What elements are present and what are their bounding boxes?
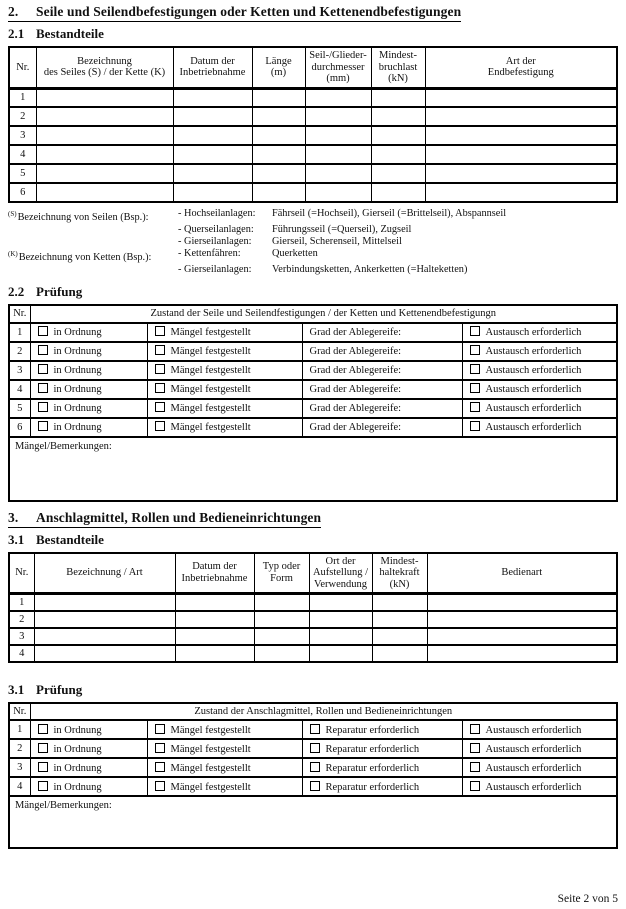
option-in-ordnung <box>30 739 147 758</box>
option-label: Reparatur erforderlich <box>325 781 420 793</box>
input-cell[interactable] <box>305 88 371 107</box>
input-cell[interactable] <box>372 628 427 645</box>
col-header-bruchlast: Mindest- bruchlast (kN) <box>371 47 425 88</box>
row-number: 2 <box>9 342 30 361</box>
remarks-row <box>9 437 617 501</box>
option-label: Mängel festgestellt <box>170 403 251 414</box>
remarks-input-area[interactable] <box>9 437 617 501</box>
option-label: Mängel festgestellt <box>170 384 251 395</box>
option-label: Mängel festgestellt <box>170 365 251 376</box>
input-cell[interactable] <box>254 594 309 611</box>
input-cell[interactable] <box>305 145 371 164</box>
option-label: Mängel festgestellt <box>170 743 251 755</box>
option-in-ordnung <box>30 342 147 361</box>
checkbox-in-ordnung[interactable] <box>38 402 48 412</box>
row-number: 4 <box>9 380 30 399</box>
row-number: 2 <box>9 107 36 126</box>
input-cell[interactable] <box>36 164 173 183</box>
option-maengel <box>147 342 302 361</box>
col-header-bedienart: Bedienart <box>427 553 617 594</box>
section-3-1-pruefung-title: Prüfung <box>36 681 83 697</box>
legend-value: Querketten <box>272 248 318 259</box>
input-cell[interactable] <box>371 107 425 126</box>
option-label: Mängel festgestellt <box>170 762 251 774</box>
checkbox-in-ordnung[interactable] <box>38 421 48 431</box>
legend-key: - Kettenfähren: <box>178 248 241 259</box>
table-row <box>9 720 617 739</box>
option-in-ordnung <box>30 323 147 342</box>
row-number: 5 <box>9 399 30 418</box>
section-3-1-pruefung-number: 3.1 <box>8 681 25 697</box>
ablegereife-input-cell[interactable] <box>302 418 462 437</box>
option-maengel <box>147 720 302 739</box>
ablegereife-input-cell[interactable] <box>302 323 462 342</box>
row-number: 5 <box>9 164 36 183</box>
checkbox-in-ordnung[interactable] <box>38 326 48 336</box>
option-in-ordnung <box>30 720 147 739</box>
input-cell[interactable] <box>173 145 252 164</box>
option-reparatur <box>302 777 462 796</box>
input-cell[interactable] <box>173 107 252 126</box>
table-row <box>9 777 617 796</box>
input-cell[interactable] <box>175 594 254 611</box>
option-austausch <box>462 361 617 380</box>
bestandteile-seile-table <box>8 46 618 203</box>
option-label: Austausch erforderlich <box>485 346 582 357</box>
checkbox-in-ordnung[interactable] <box>38 345 48 355</box>
bestandteile-anschlagmittel-table <box>8 552 618 663</box>
input-cell[interactable] <box>371 164 425 183</box>
legend-value: Verbindungsketten, Ankerketten (=Halteketten) <box>272 264 468 275</box>
checkbox-in-ordnung[interactable] <box>38 383 48 393</box>
row-number: 1 <box>9 594 34 611</box>
option-austausch <box>462 758 617 777</box>
table-row <box>9 628 617 645</box>
table-row <box>9 342 617 361</box>
option-label: Austausch erforderlich <box>485 403 582 414</box>
option-label: Mängel festgestellt <box>170 327 251 338</box>
pruefung-seile-table <box>8 304 618 502</box>
section-2-2-number: 2.2 <box>8 284 25 299</box>
input-cell[interactable] <box>425 107 617 126</box>
checkbox-reparatur[interactable] <box>310 781 320 791</box>
checkbox-austausch[interactable] <box>470 383 480 393</box>
ablegereife-input-cell[interactable] <box>302 342 462 361</box>
table-row <box>9 418 617 437</box>
option-austausch <box>462 739 617 758</box>
input-cell[interactable] <box>254 628 309 645</box>
option-in-ordnung <box>30 380 147 399</box>
table-row <box>9 107 617 126</box>
option-austausch <box>462 380 617 399</box>
col-header-bezeichnung-art: Bezeichnung / Art <box>34 553 175 594</box>
input-cell[interactable] <box>305 164 371 183</box>
input-cell[interactable] <box>254 611 309 628</box>
input-cell[interactable] <box>252 145 305 164</box>
section-2-title: Seile und Seilendbefestigungen oder Ketten und Kettenendbefestigungen <box>36 4 462 19</box>
input-cell[interactable] <box>252 107 305 126</box>
row-number: 3 <box>9 628 34 645</box>
input-cell[interactable] <box>252 126 305 145</box>
option-label: in Ordnung <box>53 403 102 414</box>
pruefung-anschlagmittel-table <box>8 702 618 850</box>
ablegereife-label: Grad der Ablegereife: <box>309 402 402 414</box>
option-in-ordnung <box>30 777 147 796</box>
checkbox-reparatur[interactable] <box>310 724 320 734</box>
section-2-number: 2. <box>8 4 19 19</box>
table-row <box>9 399 617 418</box>
input-cell[interactable] <box>425 88 617 107</box>
option-label: Mängel festgestellt <box>170 781 251 793</box>
ablegereife-label: Grad der Ablegereife: <box>309 326 402 338</box>
option-label: in Ordnung <box>53 422 102 433</box>
checkbox-reparatur[interactable] <box>310 743 320 753</box>
option-maengel <box>147 758 302 777</box>
option-reparatur <box>302 758 462 777</box>
option-label: Austausch erforderlich <box>485 365 582 376</box>
checkbox-austausch[interactable] <box>470 364 480 374</box>
input-cell[interactable] <box>252 183 305 202</box>
col-header-zustand: Zustand der Seile und Seilendfestigungen / der Ketten und Kettenendbefestigungn <box>30 305 617 323</box>
remarks-input-area[interactable] <box>9 796 617 848</box>
col-header-endbefestigung: Art der Endbefestigung <box>425 47 617 88</box>
col-header-laenge: Länge (m) <box>252 47 305 88</box>
input-cell[interactable] <box>425 126 617 145</box>
input-cell[interactable] <box>175 611 254 628</box>
col-header-typ-form: Typ oder Form <box>254 553 309 594</box>
option-label: in Ordnung <box>53 365 102 376</box>
table-row <box>9 758 617 777</box>
ablegereife-input-cell[interactable] <box>302 380 462 399</box>
checkbox-maengel[interactable] <box>155 421 165 431</box>
input-cell[interactable] <box>427 645 617 662</box>
checkbox-maengel[interactable] <box>155 781 165 791</box>
checkbox-austausch[interactable] <box>470 743 480 753</box>
legend-key: - Gierseilanlagen: <box>178 264 252 275</box>
input-cell[interactable] <box>36 183 173 202</box>
input-cell[interactable] <box>305 183 371 202</box>
table-row <box>9 361 617 380</box>
option-maengel <box>147 399 302 418</box>
checkbox-maengel[interactable] <box>155 364 165 374</box>
input-cell[interactable] <box>371 145 425 164</box>
checkbox-maengel[interactable] <box>155 724 165 734</box>
option-label: Austausch erforderlich <box>485 743 582 755</box>
input-cell[interactable] <box>371 183 425 202</box>
option-austausch <box>462 323 617 342</box>
row-number: 2 <box>9 611 34 628</box>
option-label: Mängel festgestellt <box>170 422 251 433</box>
col-header-ort: Ort der Aufstellung / Verwendung <box>309 553 372 594</box>
table-row <box>9 183 617 202</box>
col-header-datum: Datum der Inbetriebnahme <box>173 47 252 88</box>
section-3-number: 3. <box>8 509 19 525</box>
option-label: Reparatur erforderlich <box>325 762 420 774</box>
row-number: 4 <box>9 145 36 164</box>
row-number: 1 <box>9 323 30 342</box>
input-cell[interactable] <box>252 164 305 183</box>
option-label: Austausch erforderlich <box>485 384 582 395</box>
input-cell[interactable] <box>34 628 175 645</box>
table-row <box>9 645 617 662</box>
row-number: 6 <box>9 418 30 437</box>
option-label: in Ordnung <box>53 781 102 793</box>
section-3-1-heading <box>8 532 618 548</box>
row-number: 4 <box>9 777 30 796</box>
row-number: 2 <box>9 739 30 758</box>
checkbox-in-ordnung[interactable] <box>38 364 48 374</box>
option-in-ordnung <box>30 418 147 437</box>
ablegereife-input-cell[interactable] <box>302 399 462 418</box>
checkbox-maengel[interactable] <box>155 345 165 355</box>
input-cell[interactable] <box>309 594 372 611</box>
checkbox-austausch[interactable] <box>470 762 480 772</box>
input-cell[interactable] <box>309 611 372 628</box>
option-label: Reparatur erforderlich <box>325 724 420 736</box>
input-cell[interactable] <box>372 594 427 611</box>
row-number: 4 <box>9 645 34 662</box>
section-2-1-heading <box>8 26 618 42</box>
checkbox-austausch[interactable] <box>470 421 480 431</box>
input-cell[interactable] <box>252 88 305 107</box>
row-number: 1 <box>9 88 36 107</box>
input-cell[interactable] <box>175 628 254 645</box>
section-2-1-title: Bestandteile <box>36 26 104 41</box>
checkbox-austausch[interactable] <box>470 781 480 791</box>
section-3-heading <box>8 510 321 528</box>
col-header-nr: Nr. <box>9 47 36 88</box>
option-label: Austausch erforderlich <box>485 781 582 793</box>
input-cell[interactable] <box>36 88 173 107</box>
input-cell[interactable] <box>425 183 617 202</box>
col-header-nr: Nr. <box>9 305 30 323</box>
col-header-nr: Nr. <box>9 703 30 721</box>
section-2-heading <box>8 4 461 22</box>
option-in-ordnung <box>30 399 147 418</box>
option-label: in Ordnung <box>53 762 102 774</box>
section-3-title: Anschlagmittel, Rollen und Bedieneinrichtungen <box>36 509 322 525</box>
option-label: in Ordnung <box>53 743 102 755</box>
table-row <box>9 594 617 611</box>
legend-seile-label: $^{(S)}$Bezeichnung von Seilen (Bsp.): <box>8 210 149 223</box>
option-label: in Ordnung <box>53 346 102 357</box>
input-cell[interactable] <box>427 611 617 628</box>
input-cell[interactable] <box>254 645 309 662</box>
input-cell[interactable] <box>425 145 617 164</box>
section-2-1-number: 2.1 <box>8 26 25 41</box>
col-header-bezeichnung: Bezeichnung des Seiles (S) / der Kette (K) <box>36 47 173 88</box>
table-row <box>9 145 617 164</box>
input-cell[interactable] <box>425 164 617 183</box>
option-austausch <box>462 399 617 418</box>
input-cell[interactable] <box>36 126 173 145</box>
input-cell[interactable] <box>305 126 371 145</box>
option-maengel <box>147 739 302 758</box>
page-number: Seite 2 von 5 <box>557 893 618 905</box>
table-row <box>9 611 617 628</box>
option-label: Austausch erforderlich <box>485 724 582 736</box>
legend <box>8 208 618 276</box>
checkbox-reparatur[interactable] <box>310 762 320 772</box>
col-header-nr: Nr. <box>9 553 34 594</box>
input-cell[interactable] <box>372 645 427 662</box>
input-cell[interactable] <box>173 126 252 145</box>
input-cell[interactable] <box>309 628 372 645</box>
col-header-zustand: Zustand der Anschlagmittel, Rollen und Bedieneinrichtungen <box>30 703 617 721</box>
option-label: Austausch erforderlich <box>485 327 582 338</box>
section-3-1-number: 3.1 <box>8 531 25 547</box>
option-maengel <box>147 323 302 342</box>
table-row <box>9 126 617 145</box>
input-cell[interactable] <box>372 611 427 628</box>
option-in-ordnung <box>30 361 147 380</box>
input-cell[interactable] <box>173 164 252 183</box>
remarks-label: Mängel/Bemerkungen: <box>15 440 112 452</box>
row-number: 3 <box>9 758 30 777</box>
col-header-datum: Datum der Inbetriebnahme <box>175 553 254 594</box>
remarks-row <box>9 796 617 848</box>
ablegereife-label: Grad der Ablegereife: <box>309 345 402 357</box>
option-label: in Ordnung <box>53 724 102 736</box>
input-cell[interactable] <box>34 611 175 628</box>
option-austausch <box>462 720 617 739</box>
checkbox-austausch[interactable] <box>470 402 480 412</box>
remarks-label: Mängel/Bemerkungen: <box>15 800 112 811</box>
table-row <box>9 88 617 107</box>
option-austausch <box>462 777 617 796</box>
legend-value: Gierseil, Scherenseil, Mittelseil <box>272 236 402 247</box>
section-2-2-title: Prüfung <box>36 284 83 299</box>
col-header-durchmesser: Seil-/Glieder- durchmesser (mm) <box>305 47 371 88</box>
input-cell[interactable] <box>371 126 425 145</box>
option-reparatur <box>302 739 462 758</box>
table-row <box>9 739 617 758</box>
input-cell[interactable] <box>427 594 617 611</box>
input-cell[interactable] <box>34 594 175 611</box>
option-label: Reparatur erforderlich <box>325 743 420 755</box>
checkbox-austausch[interactable] <box>470 326 480 336</box>
legend-value: Führungsseil (=Querseil), Zugseil <box>272 224 412 235</box>
legend-key: - Gierseilanlagen: <box>178 236 252 247</box>
option-label: Mängel festgestellt <box>170 724 251 736</box>
checkbox-maengel[interactable] <box>155 326 165 336</box>
row-number: 1 <box>9 720 30 739</box>
row-number: 6 <box>9 183 36 202</box>
checkbox-in-ordnung[interactable] <box>38 724 48 734</box>
checkbox-maengel[interactable] <box>155 743 165 753</box>
option-austausch <box>462 418 617 437</box>
checkbox-in-ordnung[interactable] <box>38 781 48 791</box>
checkbox-austausch[interactable] <box>470 345 480 355</box>
option-in-ordnung <box>30 758 147 777</box>
section-3-1-pruefung-heading <box>8 682 618 698</box>
checkbox-austausch[interactable] <box>470 724 480 734</box>
ablegereife-input-cell[interactable] <box>302 361 462 380</box>
option-austausch <box>462 342 617 361</box>
legend-ketten-label: $^{(K)}$Bezeichnung von Ketten (Bsp.): <box>8 250 152 263</box>
option-label: in Ordnung <box>53 327 102 338</box>
input-cell[interactable] <box>173 183 252 202</box>
input-cell[interactable] <box>305 107 371 126</box>
legend-key: - Querseilanlagen: <box>178 224 254 235</box>
section-3-1-title: Bestandteile <box>36 531 104 547</box>
col-header-haltekraft: Mindest- haltekraft (kN) <box>372 553 427 594</box>
table-row <box>9 323 617 342</box>
option-maengel <box>147 361 302 380</box>
input-cell[interactable] <box>173 88 252 107</box>
legend-value: Fährseil (=Hochseil), Gierseil (=Brittelseil), Abspannseil <box>272 208 507 219</box>
table-row <box>9 164 617 183</box>
input-cell[interactable] <box>36 107 173 126</box>
section-2-2-heading <box>8 284 618 300</box>
option-maengel <box>147 418 302 437</box>
checkbox-in-ordnung[interactable] <box>38 743 48 753</box>
checkbox-maengel[interactable] <box>155 383 165 393</box>
row-number: 3 <box>9 361 30 380</box>
input-cell[interactable] <box>371 88 425 107</box>
ablegereife-label: Grad der Ablegereife: <box>309 383 402 395</box>
option-maengel <box>147 777 302 796</box>
option-label: Austausch erforderlich <box>485 762 582 774</box>
input-cell[interactable] <box>175 645 254 662</box>
input-cell[interactable] <box>34 645 175 662</box>
input-cell[interactable] <box>309 645 372 662</box>
checkbox-maengel[interactable] <box>155 402 165 412</box>
option-maengel <box>147 380 302 399</box>
input-cell[interactable] <box>36 145 173 164</box>
checkbox-maengel[interactable] <box>155 762 165 772</box>
checkbox-in-ordnung[interactable] <box>38 762 48 772</box>
table-row <box>9 380 617 399</box>
input-cell[interactable] <box>427 628 617 645</box>
option-label: Mängel festgestellt <box>170 346 251 357</box>
option-reparatur <box>302 720 462 739</box>
row-number: 3 <box>9 126 36 145</box>
ablegereife-label: Grad der Ablegereife: <box>309 364 402 376</box>
option-label: Austausch erforderlich <box>485 422 582 433</box>
legend-key: - Hochseilanlagen: <box>178 208 256 219</box>
option-label: in Ordnung <box>53 384 102 395</box>
ablegereife-label: Grad der Ablegereife: <box>309 421 402 433</box>
